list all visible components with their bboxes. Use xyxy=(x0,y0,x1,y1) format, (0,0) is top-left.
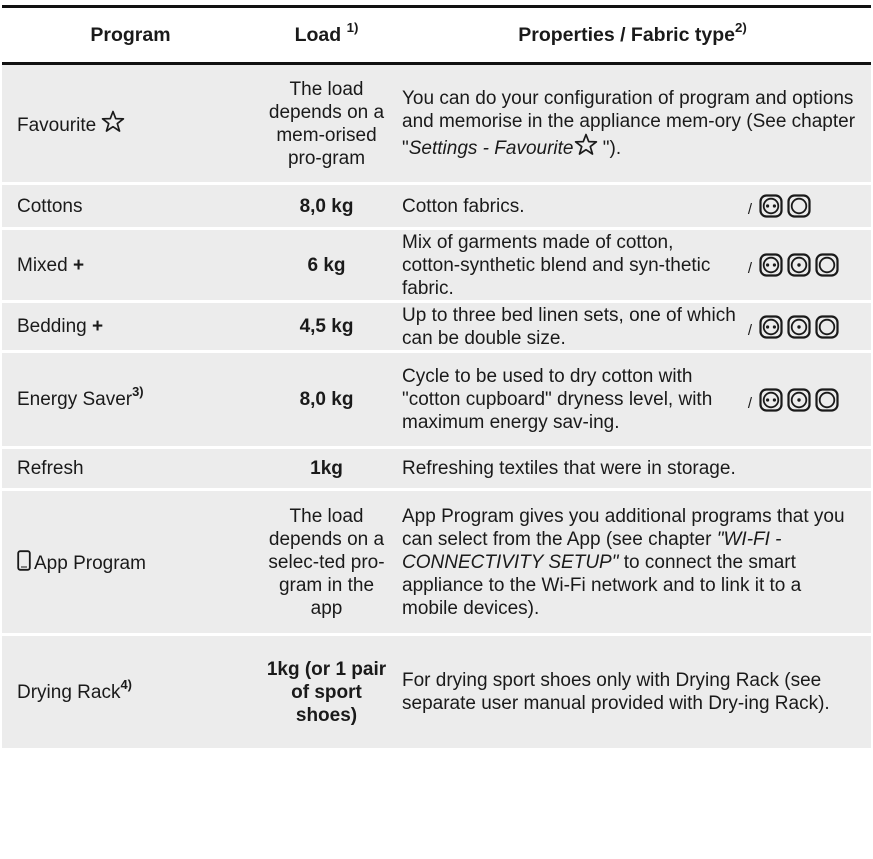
chapter-reference: "WI-FI - CONNECTIVITY SETUP" xyxy=(402,528,782,573)
program-cell xyxy=(2,490,259,635)
table-row xyxy=(2,229,871,302)
program-footnote: 4) xyxy=(120,676,132,692)
program-cell xyxy=(2,352,259,448)
program-cell xyxy=(2,635,259,750)
description-cell xyxy=(394,229,871,302)
load-cell: The load depends on a mem-orised pro-gram xyxy=(259,64,394,184)
description-cell: Refreshing textiles that were in storage. xyxy=(394,448,871,490)
program-cell xyxy=(2,229,259,302)
program-cell xyxy=(2,64,259,184)
smartphone-icon xyxy=(17,550,31,571)
load-cell: 8,0 kg xyxy=(259,184,394,229)
plus-mark: + xyxy=(92,316,104,337)
dryness-two-dots-icon xyxy=(759,194,783,218)
dryness-one-dot-icon xyxy=(787,253,811,277)
dryness-symbols xyxy=(748,253,839,277)
table-row xyxy=(2,184,871,229)
description-cell: App Program gives you additional programs that you can select from the App (see chapter "WI-FI - CONNECTIVITY SETUP" to connect the smart appliance to the Wi-Fi network and to link it to a mobile devices). xyxy=(394,490,871,635)
dryness-no-dot-icon xyxy=(815,315,839,339)
load-cell: 4,5 kg xyxy=(259,302,394,352)
description-cell: You can do your configuration of program and options and memorise in the appliance mem-ory (See chapter "Settings - Favourite "). xyxy=(394,64,871,184)
program-cell xyxy=(2,302,259,352)
plus-mark: + xyxy=(72,254,85,276)
dryness-symbols xyxy=(748,194,811,218)
program-name: Bedding xyxy=(17,316,87,337)
star-outline-icon xyxy=(574,133,598,156)
description-text: Up to three bed linen sets, one of which can be double size. xyxy=(402,304,736,349)
description-text: Cotton fabrics. xyxy=(402,195,525,217)
program-name: Energy Saver xyxy=(17,389,133,410)
programme-table xyxy=(2,5,871,751)
table-row xyxy=(2,352,871,448)
dryness-no-dot-icon xyxy=(787,194,811,218)
dryness-one-dot-icon xyxy=(787,315,811,339)
header-row xyxy=(2,7,871,64)
header-load-footnote: 1) xyxy=(346,19,359,35)
description-text: Cycle to be used to dry cotton with "cotton cupboard" dryness level, with maximum energy sav-ing. xyxy=(402,366,713,433)
table-row xyxy=(2,635,871,750)
dryness-no-dot-icon xyxy=(815,253,839,277)
program-name: Mixed xyxy=(17,254,68,276)
dryness-no-dot-icon xyxy=(815,388,839,412)
header-properties: Properties / Fabric type$^{2)}$ xyxy=(394,7,871,64)
description-cell xyxy=(394,302,871,352)
symbol-separator: / xyxy=(747,321,752,339)
symbol-separator: / xyxy=(747,260,752,277)
symbol-separator: / xyxy=(747,394,752,412)
description-text: Mix of garments made of cotton, cotton-synthetic blend and syn-thetic fabric. xyxy=(402,231,711,299)
program-name: App Program xyxy=(34,552,146,574)
description-cell: For drying sport shoes only with Drying Rack (see separate user manual provided with Dry-ing Rack). xyxy=(394,635,871,750)
program-name: Refresh xyxy=(2,448,259,490)
description-cell xyxy=(394,352,871,448)
dryness-one-dot-icon xyxy=(787,388,811,412)
program-footnote: 3) xyxy=(132,384,144,400)
load-cell: The load depends on a selec-ted pro-gram in the app xyxy=(259,490,394,635)
header-program: Program xyxy=(2,7,259,64)
header-properties-footnote: 2) xyxy=(734,19,747,35)
table-row xyxy=(2,64,871,184)
program-name: Favourite xyxy=(17,115,97,136)
load-cell: 8,0 kg xyxy=(259,352,394,448)
program-name: Drying Rack xyxy=(17,681,121,703)
header-load: Load $^{1)}$ xyxy=(259,7,394,64)
star-outline-icon xyxy=(101,110,125,133)
dryness-two-dots-icon xyxy=(759,388,783,412)
table-row xyxy=(2,302,871,352)
program-name: Cottons xyxy=(2,184,259,229)
load-cell: 1kg xyxy=(259,448,394,490)
load-cell: 1kg (or 1 pair of sport shoes) xyxy=(259,635,394,750)
dryness-symbols xyxy=(748,315,839,339)
description-cell xyxy=(394,184,871,229)
chapter-reference: Settings - Favourite xyxy=(408,138,574,159)
dryness-two-dots-icon xyxy=(759,315,783,339)
table-row xyxy=(2,448,871,490)
load-cell: 6 kg xyxy=(259,229,394,302)
symbol-separator: / xyxy=(747,201,752,218)
table-row xyxy=(2,490,871,635)
dryness-two-dots-icon xyxy=(759,253,783,277)
dryness-symbols xyxy=(748,388,839,412)
